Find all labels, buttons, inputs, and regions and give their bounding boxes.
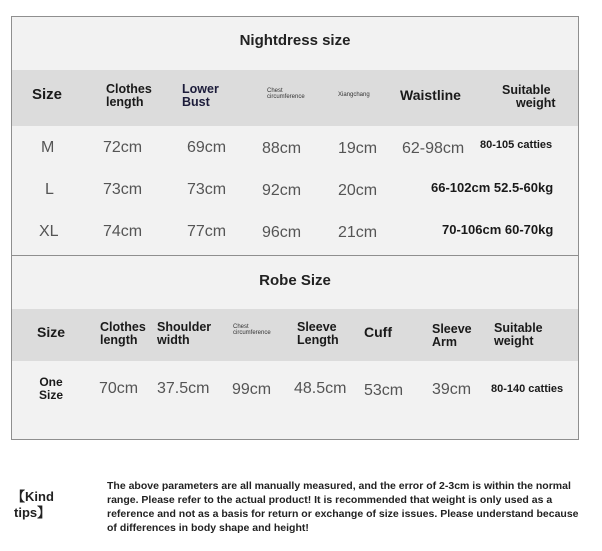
robe-row-cuff: 53cm [364,382,404,399]
robe-row-sleeve: 48.5cm [294,380,347,397]
row-xl-chest: 96cm [262,224,302,241]
robe-title: Robe Size [259,272,331,289]
header-chest-circumference: Chest circumference [267,88,305,101]
header-waistline: Waistline [400,87,461,103]
header-suitable-weight: Suitable weight [502,83,556,111]
row-l-xiangchang: 20cm [338,182,378,199]
robe-header-sleeve-length: Sleeve Length [297,320,339,348]
row-m-size: M [41,139,55,156]
robe-row-chest: 99cm [232,381,272,398]
robe-header-size: Size [37,324,66,340]
row-xl-waist-weight: 70-106cm 60-70kg [442,222,554,237]
robe-row-length: 70cm [99,380,139,397]
row-m-bust: 69cm [187,139,227,156]
row-l-size: L [45,181,54,198]
header-size: Size [32,86,63,103]
row-m-waistline: 62-98cm [402,140,465,157]
robe-row-shoulder: 37.5cm [157,380,210,397]
row-xl-size: XL [39,223,59,240]
row-l-length: 73cm [103,181,143,198]
row-m-weight: 80-105 catties [480,139,553,151]
robe-row-weight: 80-140 catties [491,383,564,395]
robe-header-suitable-weight: Suitable weight [494,321,543,349]
row-xl-bust: 77cm [187,223,227,240]
row-xl-xiangchang: 21cm [338,224,378,241]
kind-tips-label: 【Kind tips】 [12,489,54,521]
nightdress-title: Nightdress size [239,32,351,49]
size-chart-frame [11,16,579,440]
section-divider [12,255,578,256]
header-xiangchang: Xiangchang [338,92,370,98]
row-l-waist-weight: 66-102cm 52.5-60kg [431,180,554,195]
robe-header-sleeve-arm: Sleeve Arm [432,322,472,350]
row-l-bust: 73cm [187,181,227,198]
row-xl-length: 74cm [103,223,143,240]
robe-header-chest-circumference: Chest circumference [233,324,271,337]
kind-tips-text: The above parameters are all manually measured, and the error of 2-3cm is within the normal range. Please refer to the actual product! It is recommended that weight is only used as a reference and not as a basis for return or exchange of size issues. Please understand because of differences in body shape and height! [107,480,579,535]
row-m-xiangchang: 19cm [338,140,378,157]
row-m-chest: 88cm [262,140,302,157]
robe-header-shoulder-width: Shoulder width [157,320,212,348]
robe-header-clothes-length: Clothes length [100,320,146,348]
header-clothes-length: Clothes length [106,82,152,110]
robe-row-size: One Size [39,375,64,402]
robe-row-arm: 39cm [432,381,472,398]
row-l-chest: 92cm [262,182,302,199]
robe-header-cuff: Cuff [364,324,392,340]
header-lower-bust: Lower Bust [182,82,219,110]
row-m-length: 72cm [103,139,143,156]
